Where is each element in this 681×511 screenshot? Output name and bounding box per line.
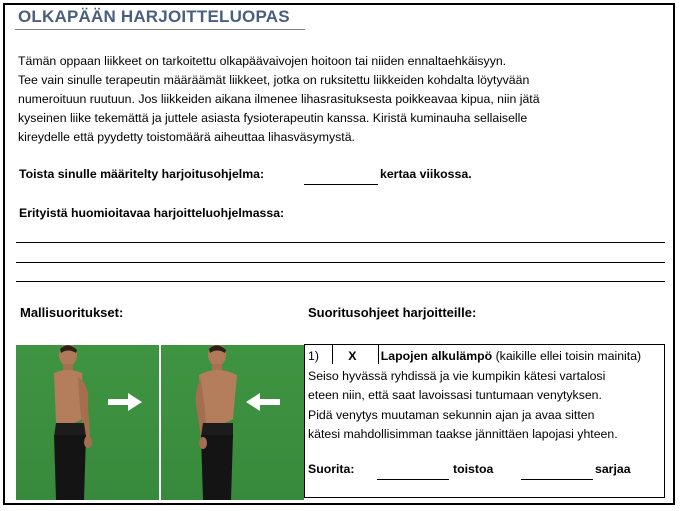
- examples-label: Mallisuoritukset:: [20, 305, 124, 320]
- arrow-right-icon: [108, 393, 142, 411]
- example-photo-end: [161, 345, 304, 500]
- intro-line: kyseinen liike tekemättä ja juttele asiasta fysioterapeutin kanssa. Kiristä kuminauha sellaiselle: [18, 111, 528, 125]
- notes-line[interactable]: [16, 262, 665, 263]
- exercise-instruction-line: Pidä venytys muutaman sekunnin ajan ja avaa sitten: [308, 407, 595, 422]
- example-photo-start: [16, 345, 159, 500]
- intro-line: kireydelle että pyydetty toistomäärä aiheuttaa lihasväsymystä.: [18, 130, 355, 144]
- reps-field[interactable]: [377, 479, 449, 480]
- repeat-count-field[interactable]: [304, 184, 378, 185]
- repeat-label: Toista sinulle määritelty harjoitusohjelma:: [19, 167, 265, 181]
- intro-line: Tee vain sinulle terapeutin määräämät liikkeet, jotka on ruksitettu liikkeiden kohdalta löytyvään: [18, 73, 530, 87]
- reps-label: toistoa: [453, 462, 494, 476]
- exercise-number: 1): [308, 349, 319, 363]
- exercise-checkbox[interactable]: X: [348, 349, 357, 363]
- perform-label: Suorita:: [308, 462, 355, 476]
- intro-line: Tämän oppaan liikkeet on tarkoitettu olkapäävaivojen hoitoon tai niiden ennaltaehkäisyyn.: [18, 54, 507, 68]
- exercise-instruction-line: kätesi mahdollisimman taakse jännittäen lapojasi yhteen.: [308, 427, 618, 441]
- exercise-instruction-line: Seiso hyvässä ryhdissä ja vie kumpikin kätesi vartalosi: [308, 368, 606, 383]
- title-underline: [15, 29, 305, 30]
- sets-label: sarjaa: [595, 462, 631, 476]
- instructions-label: Suoritusohjeet harjoitteille:: [308, 305, 477, 320]
- exercise-name: Lapojen alkulämpö: [380, 349, 493, 363]
- exercise-instructions-box: [304, 344, 665, 498]
- intro-paragraph: [18, 52, 658, 147]
- notes-label: Erityistä huomioitavaa harjoitteluohjelmassa:: [19, 206, 285, 220]
- sets-field[interactable]: [521, 479, 593, 480]
- exercise-note: (kaikille ellei toisin mainita): [495, 349, 642, 363]
- notes-line[interactable]: [16, 281, 665, 282]
- exercise-instruction-line: eteen niin, että saat lavoissasi tuntumaan venytyksen.: [308, 388, 602, 402]
- arrow-left-icon: [246, 393, 280, 411]
- repeat-suffix: kertaa viikossa.: [380, 167, 472, 181]
- intro-line: numeroituun ruutuun. Jos liikkeiden aikana ilmenee lihasrasituksesta poikkeavaa kipua, niin jätä: [18, 92, 540, 106]
- page-title: OLKAPÄÄN HARJOITTELUOPAS: [18, 7, 290, 26]
- notes-line[interactable]: [16, 242, 665, 243]
